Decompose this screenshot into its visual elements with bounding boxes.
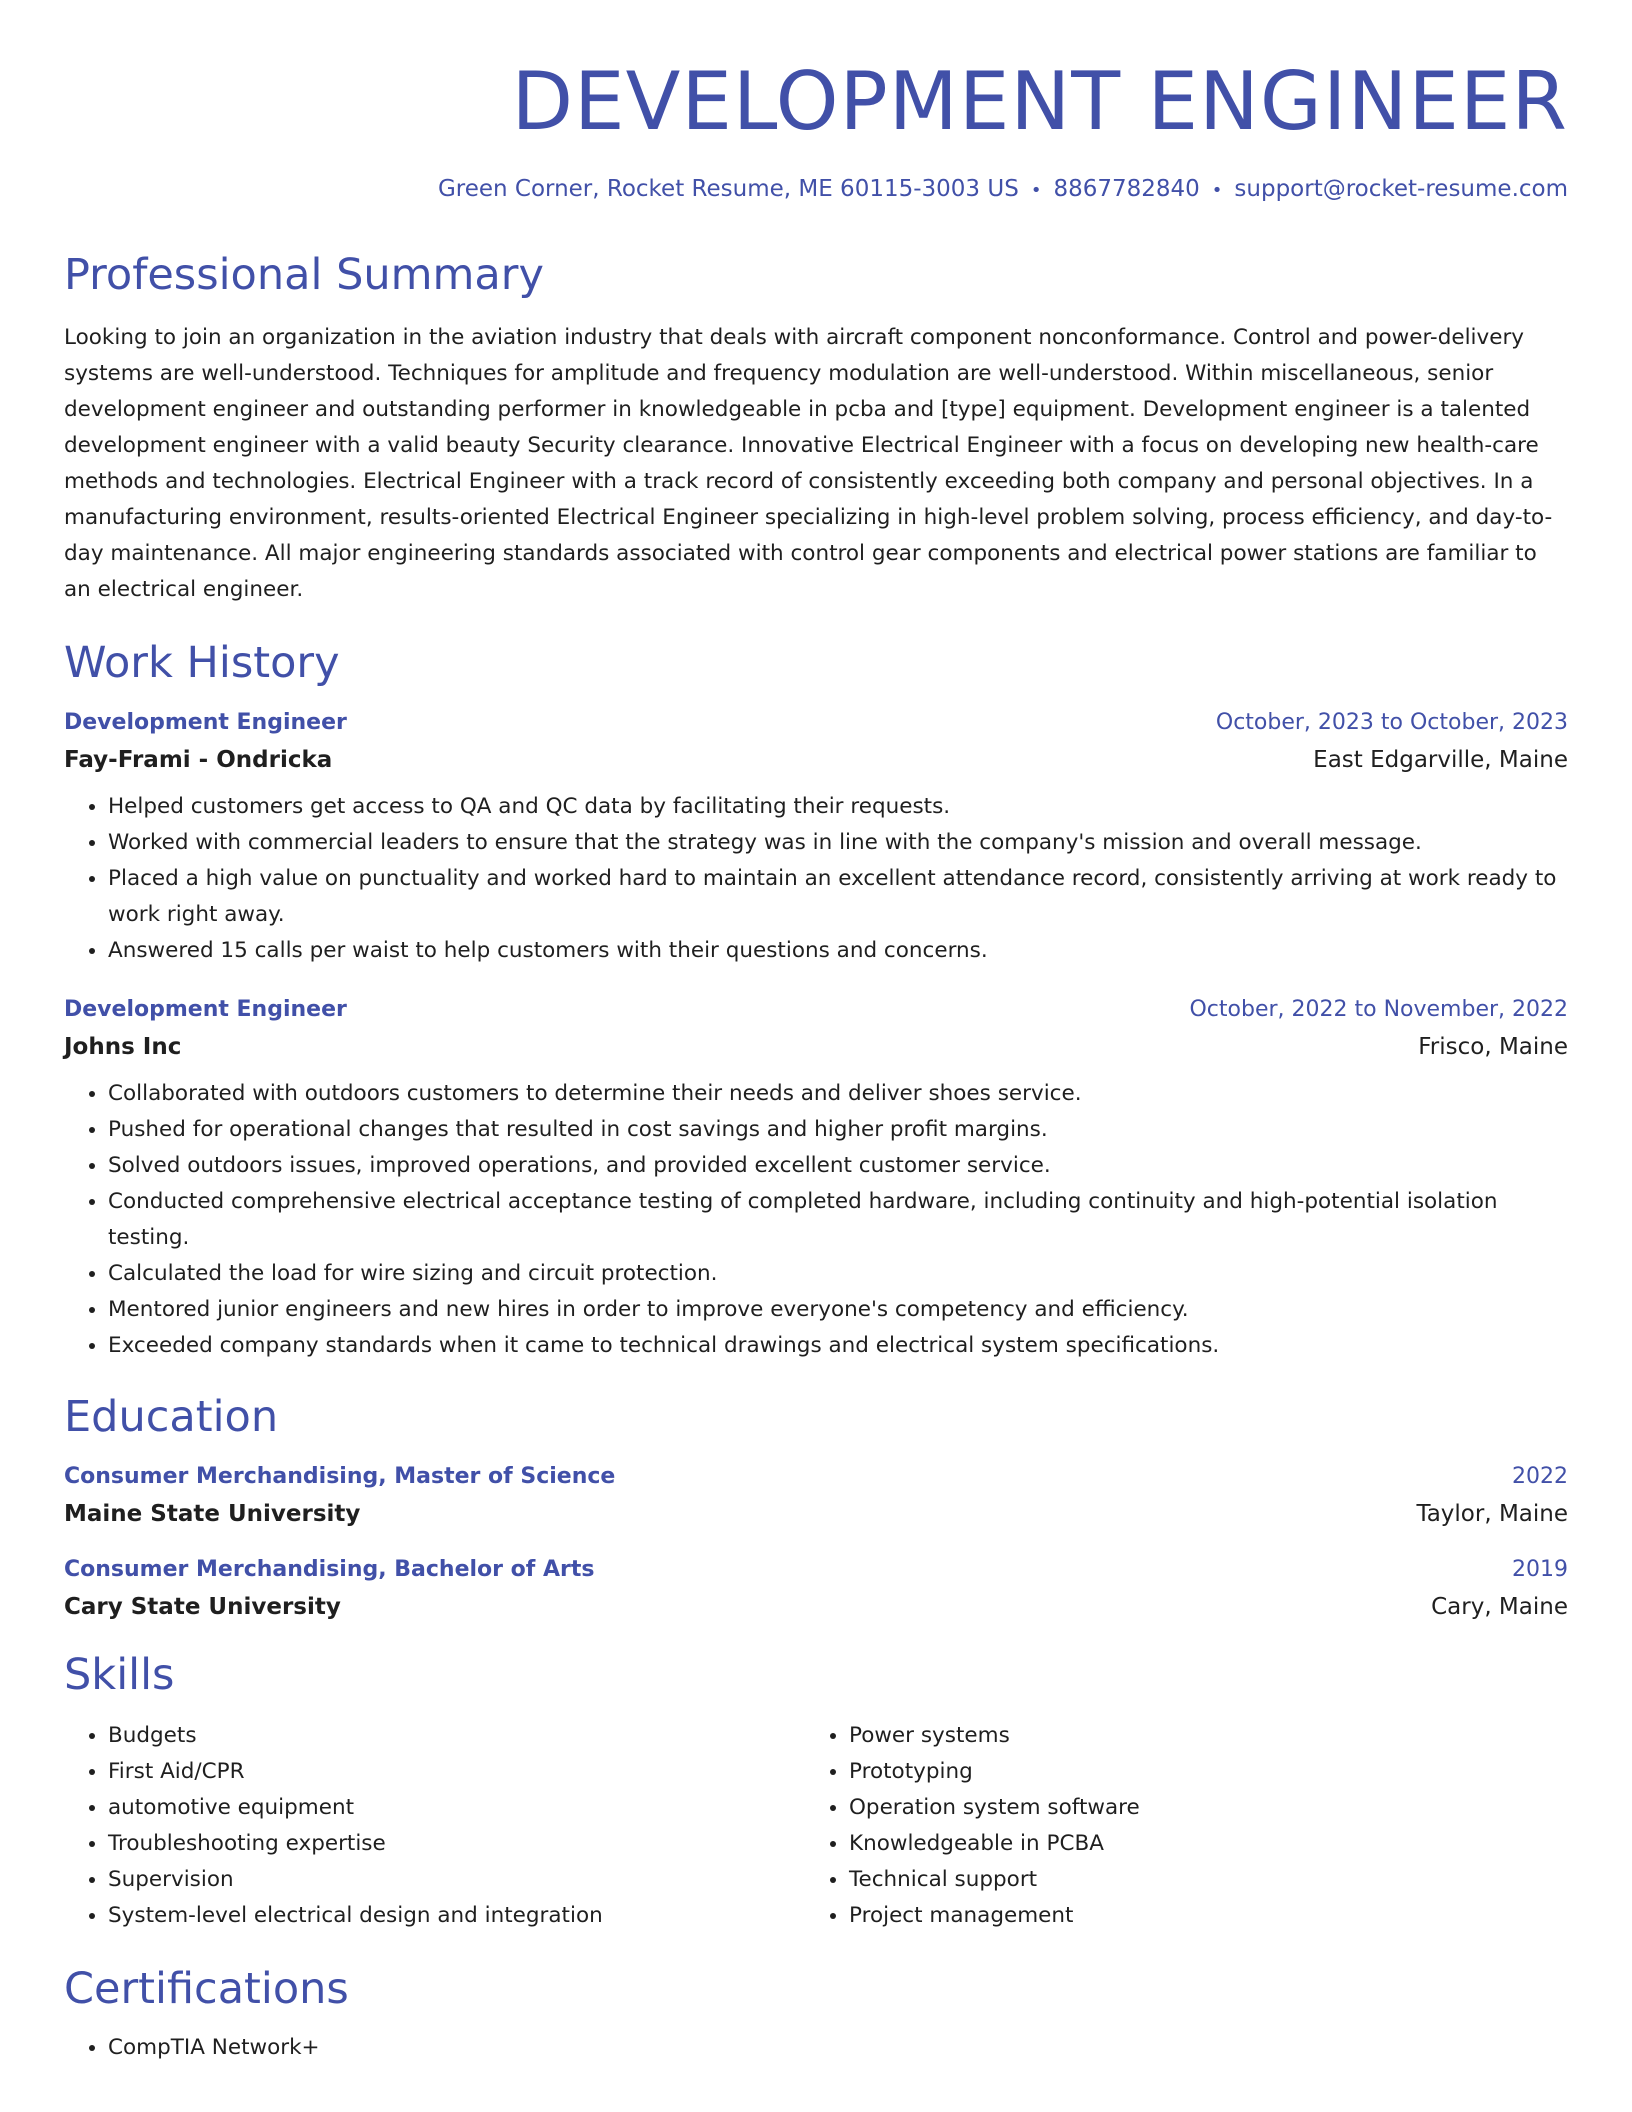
skill-item: • automotive equipment (108, 1790, 805, 1826)
skill-item: • Technical support (849, 1862, 1546, 1898)
education-entry (64, 1464, 1568, 1527)
contact-email: support@rocket-resume.com (1234, 176, 1568, 202)
contact-line (64, 176, 1568, 202)
education-heading: Education (64, 1392, 279, 1442)
job-bullet: • Worked with commercial leaders to ensure that the strategy was in line with the company's mission and overall message. (108, 825, 1568, 861)
job-bullet: • Solved outdoors issues, improved operations, and provided excellent customer service. (108, 1148, 1568, 1184)
skills-column-left (64, 1718, 805, 1934)
education-school: Cary State University (64, 1594, 341, 1620)
job-entry (64, 710, 1568, 969)
skill-item: • Project management (849, 1898, 1546, 1934)
education-year: 2022 (1512, 1464, 1568, 1489)
contact-separator: • (1030, 180, 1042, 201)
contact-address: Green Corner, Rocket Resume, ME 60115-3003 US (437, 176, 1019, 202)
job-bullets (64, 1076, 1568, 1364)
work-history-heading: Work History (64, 638, 340, 688)
education-entry (64, 1557, 1568, 1620)
skill-item: • System-level electrical design and integration (108, 1898, 805, 1934)
job-entry (64, 997, 1568, 1364)
education-subheader (64, 1501, 1568, 1527)
job-bullet: • Placed a high value on punctuality and worked hard to maintain an excellent attendance record, consistently arriving at work ready to work right away. (108, 861, 1568, 933)
job-bullet: • Calculated the load for wire sizing and circuit protection. (108, 1256, 1568, 1292)
job-bullet: • Answered 15 calls per waist to help customers with their questions and concerns. (108, 933, 1568, 969)
job-location: Frisco, Maine (1418, 1034, 1568, 1060)
job-subheader (64, 1034, 1568, 1060)
job-company: Fay-Frami - Ondricka (64, 747, 333, 773)
job-role: Development Engineer (64, 997, 347, 1022)
summary-heading: Professional Summary (64, 250, 544, 300)
education-header (64, 1557, 1568, 1582)
job-bullet: • Helped customers get access to QA and QC data by facilitating their requests. (108, 789, 1568, 825)
skill-item: • Operation system software (849, 1790, 1546, 1826)
job-dates: October, 2022 to November, 2022 (1189, 997, 1568, 1022)
certifications-list (64, 2030, 1568, 2066)
job-dates: October, 2023 to October, 2023 (1215, 710, 1568, 735)
skills-heading: Skills (64, 1650, 175, 1700)
education-year: 2019 (1512, 1557, 1568, 1582)
job-bullet: • Exceeded company standards when it came to technical drawings and electrical system specifications. (108, 1328, 1568, 1364)
job-header (64, 710, 1568, 735)
education-location: Taylor, Maine (1416, 1501, 1568, 1527)
summary-text: Looking to join an organization in the aviation industry that deals with aircraft component nonconformance. Control and power-delivery systems are well-understood. Techniques for amplitude and frequency modulation are well-understood. Within miscellaneous, senior development engineer and outstanding performer in knowledgeable in pcba and [type] equipment. Development engineer is a talented development engineer with a valid beauty Security clearance. Innovative Electrical Engineer with a focus on developing new health-care methods and technologies. Electrical Engineer with a track record of consistently exceeding both company and personal objectives. In a manufacturing environment, results-oriented Electrical Engineer specializing in high-level problem solving, process efficiency, and day-to-day maintenance. All major engineering standards associated with control gear components and electrical power stations are familiar to an electrical engineer. (64, 325, 1553, 602)
certifications-heading: Certifications (64, 1964, 349, 2014)
education-location: Cary, Maine (1431, 1594, 1568, 1620)
education-subheader (64, 1594, 1568, 1620)
skill-item: • Supervision (108, 1862, 805, 1898)
skill-item: • Budgets (108, 1718, 805, 1754)
job-subheader (64, 747, 1568, 773)
education-degree: Consumer Merchandising, Bachelor of Arts (64, 1557, 595, 1582)
job-bullet: • Pushed for operational changes that resulted in cost savings and higher profit margins. (108, 1112, 1568, 1148)
skill-item: • Power systems (849, 1718, 1546, 1754)
job-bullet: • Mentored junior engineers and new hires in order to improve everyone's competency and efficiency. (108, 1292, 1568, 1328)
skill-item: • Troubleshooting expertise (108, 1826, 805, 1862)
job-header (64, 997, 1568, 1022)
skill-item: • Knowledgeable in PCBA (849, 1826, 1546, 1862)
contact-phone: 8867782840 (1053, 176, 1200, 202)
resume-name: DEVELOPMENT ENGINEER (511, 55, 1568, 148)
education-degree: Consumer Merchandising, Master of Science (64, 1464, 616, 1489)
skills-list (64, 1718, 1568, 1934)
job-role: Development Engineer (64, 710, 347, 735)
job-company: Johns Inc (64, 1034, 182, 1060)
job-bullet: • Conducted comprehensive electrical acceptance testing of completed hardware, including continuity and high-potential isolation testing. (108, 1184, 1568, 1256)
skills-column-right (805, 1718, 1546, 1934)
job-bullet: • Collaborated with outdoors customers to determine their needs and deliver shoes service. (108, 1076, 1568, 1112)
certification-item: • CompTIA Network+ (108, 2030, 1568, 2066)
education-school: Maine State University (64, 1501, 361, 1527)
contact-separator: • (1211, 180, 1223, 201)
job-bullets (64, 789, 1568, 969)
job-location: East Edgarville, Maine (1313, 747, 1568, 773)
skill-item: • Prototyping (849, 1754, 1546, 1790)
skill-item: • First Aid/CPR (108, 1754, 805, 1790)
education-header (64, 1464, 1568, 1489)
